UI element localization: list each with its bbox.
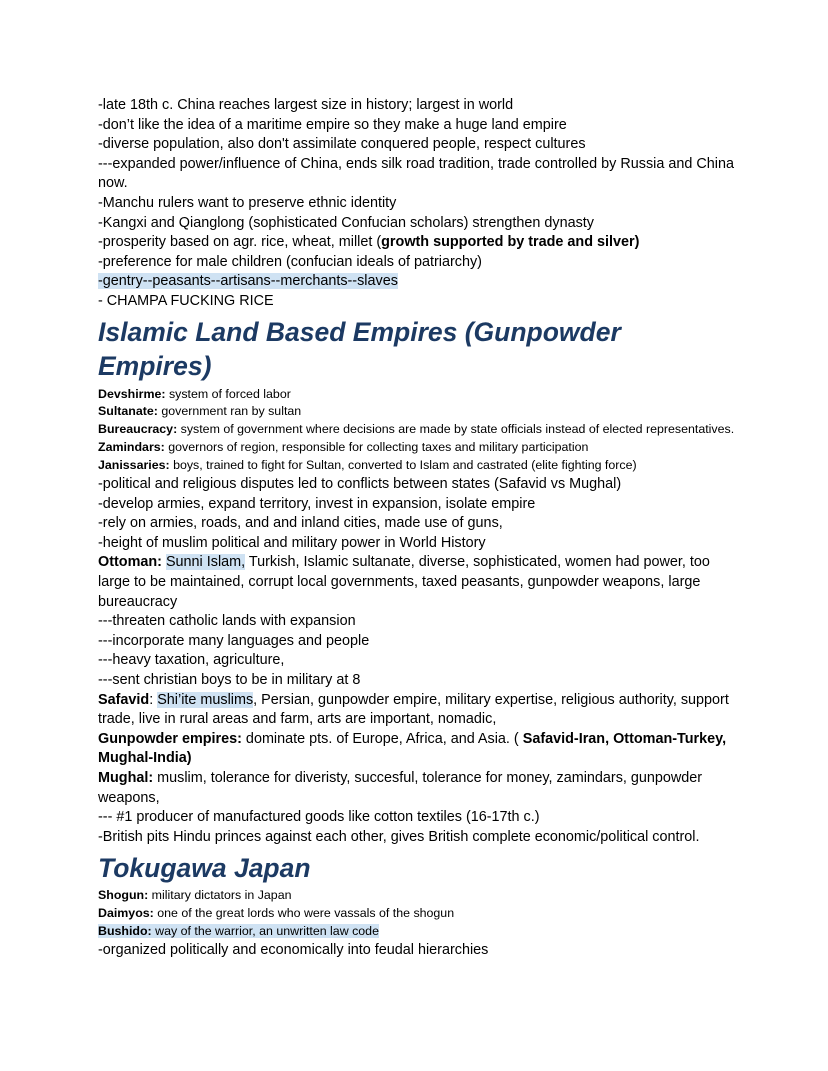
gunpowder-paragraph <box>98 730 738 769</box>
islamic-point: -rely on armies, roads, and and inland cities, made use of guns, <box>98 515 503 532</box>
definition-janissaries <box>98 457 738 475</box>
definition-term: Zamindars: <box>98 440 165 455</box>
islamic-point: -develop armies, expand territory, invest in expansion, isolate empire <box>98 495 536 512</box>
definition-shogun <box>98 887 738 905</box>
definition-text: boys, trained to fight for Sultan, converted to Islam and castrated (elite fighting force) <box>169 458 637 473</box>
islamic-heading-line2: Empires) <box>98 350 212 381</box>
china-hierarchy-highlight: -gentry--peasants--artisans--merchants--slaves <box>98 273 398 290</box>
gunpowder-bold-tail: Safavid-Iran, Ottoman-Turkey, Mughal-India) <box>98 730 727 767</box>
safavid-term: Safavid <box>98 691 150 708</box>
china-line: -don’t like the idea of a maritime empire so they make a huge land empire <box>98 116 567 133</box>
safavid-highlight: Shi’ite muslims <box>157 691 254 708</box>
definition-text: system of forced labor <box>165 386 291 401</box>
ottoman-term: Ottoman: <box>98 554 162 571</box>
definition-daimyos <box>98 905 738 923</box>
definition-text: military dictators in Japan <box>148 888 292 903</box>
china-prosperity-line <box>98 233 738 253</box>
ottoman-subpoint: ---incorporate many languages and people <box>98 632 370 649</box>
safavid-colon: : <box>149 691 158 708</box>
definition-text: system of government where decisions are made by state officials instead of elected representatives. <box>177 422 735 437</box>
tokugawa-heading: Tokugawa Japan <box>98 853 311 884</box>
china-line: -diverse population, also don't assimilate conquered people, respect cultures <box>98 136 586 153</box>
definition-bureaucracy <box>98 421 738 439</box>
definition-text: one of the great lords who were vassals of the shogun <box>153 906 455 921</box>
islamic-point: -political and religious disputes led to conflicts between states (Safavid vs Mughal) <box>98 476 622 493</box>
mughal-subpoint: -British pits Hindu princes against each other, gives British complete economic/political control. <box>98 828 700 845</box>
definition-zamindars <box>98 439 738 457</box>
ottoman-subpoint: ---sent christian boys to be in military at 8 <box>98 672 361 688</box>
definition-term: Sultanate: <box>98 404 158 419</box>
definition-text: government ran by sultan <box>157 404 302 419</box>
tokugawa-point: -organized politically and economically into feudal hierarchies <box>98 942 489 959</box>
islamic-heading <box>98 315 738 383</box>
definition-term: Bureaucracy: <box>98 422 178 437</box>
definition-term: Daimyos: <box>98 906 154 921</box>
gunpowder-term: Gunpowder empires: <box>98 730 242 747</box>
definition-sultanate <box>98 403 738 421</box>
islamic-point: -height of muslim political and military power in World History <box>98 534 486 551</box>
china-line: -Kangxi and Qianglong (sophisticated Confucian scholars) strengthen dynasty <box>98 214 594 231</box>
definition-term: Shogun: <box>98 888 149 903</box>
bushido-highlight <box>98 924 379 938</box>
safavid-paragraph <box>98 691 738 730</box>
mughal-subpoint: --- #1 producer of manufactured goods like cotton textiles (16-17th c.) <box>98 809 540 826</box>
ottoman-subpoint: ---heavy taxation, agriculture, <box>98 652 285 669</box>
ottoman-text: Turkish, Islamic sultanate, diverse, sophisticated, women had power, too large to be maintained, corrupt local governments, taxed peasants, gunpowder weapons, large bureaucracy <box>98 554 710 610</box>
mughal-paragraph <box>98 769 738 808</box>
china-children-line: -preference for male children (confucian ideals of patriarchy) <box>98 253 482 270</box>
definition-text: governors of region, responsible for collecting taxes and military participation <box>164 440 589 455</box>
ottoman-highlight: Sunni Islam, <box>165 554 246 571</box>
ottoman-paragraph <box>98 553 738 612</box>
mughal-text: muslim, tolerance for diveristy, succesful, tolerance for money, zamindars, gunpowder weapons, <box>98 769 703 806</box>
china-prosperity-text: -prosperity based on agr. rice, wheat, millet ( <box>98 234 382 251</box>
china-prosperity-bold: growth supported by trade and silver) <box>381 234 640 251</box>
definition-term: Janissaries: <box>98 458 170 473</box>
china-hierarchy-line <box>98 272 738 292</box>
definition-term: Devshirme: <box>98 386 166 401</box>
document-page <box>98 96 738 961</box>
definition-term: Bushido: <box>98 924 152 939</box>
definition-text: way of the warrior, an unwritten law code <box>151 924 379 939</box>
safavid-text: , Persian, gunpowder empire, military expertise, religious authority, support trade, live in rural areas and farm, arts are important, nomadic, <box>98 691 729 728</box>
gunpowder-text: dominate pts. of Europe, Africa, and Asia. ( <box>241 730 523 747</box>
ottoman-subpoint: ---threaten catholic lands with expansion <box>98 613 356 630</box>
definition-devshirme <box>98 386 738 404</box>
mughal-term: Mughal: <box>98 769 154 786</box>
china-line: ---expanded power/influence of China, ends silk road tradition, trade controlled by Russia and China now. <box>98 155 734 192</box>
china-line: -late 18th c. China reaches largest size in history; largest in world <box>98 97 514 113</box>
definition-bushido <box>98 923 738 941</box>
china-line: -Manchu rulers want to preserve ethnic identity <box>98 194 397 211</box>
islamic-heading-line1: Islamic Land Based Empires (Gunpowder <box>98 316 621 347</box>
china-champa-line: - CHAMPA FUCKING RICE <box>98 292 274 309</box>
